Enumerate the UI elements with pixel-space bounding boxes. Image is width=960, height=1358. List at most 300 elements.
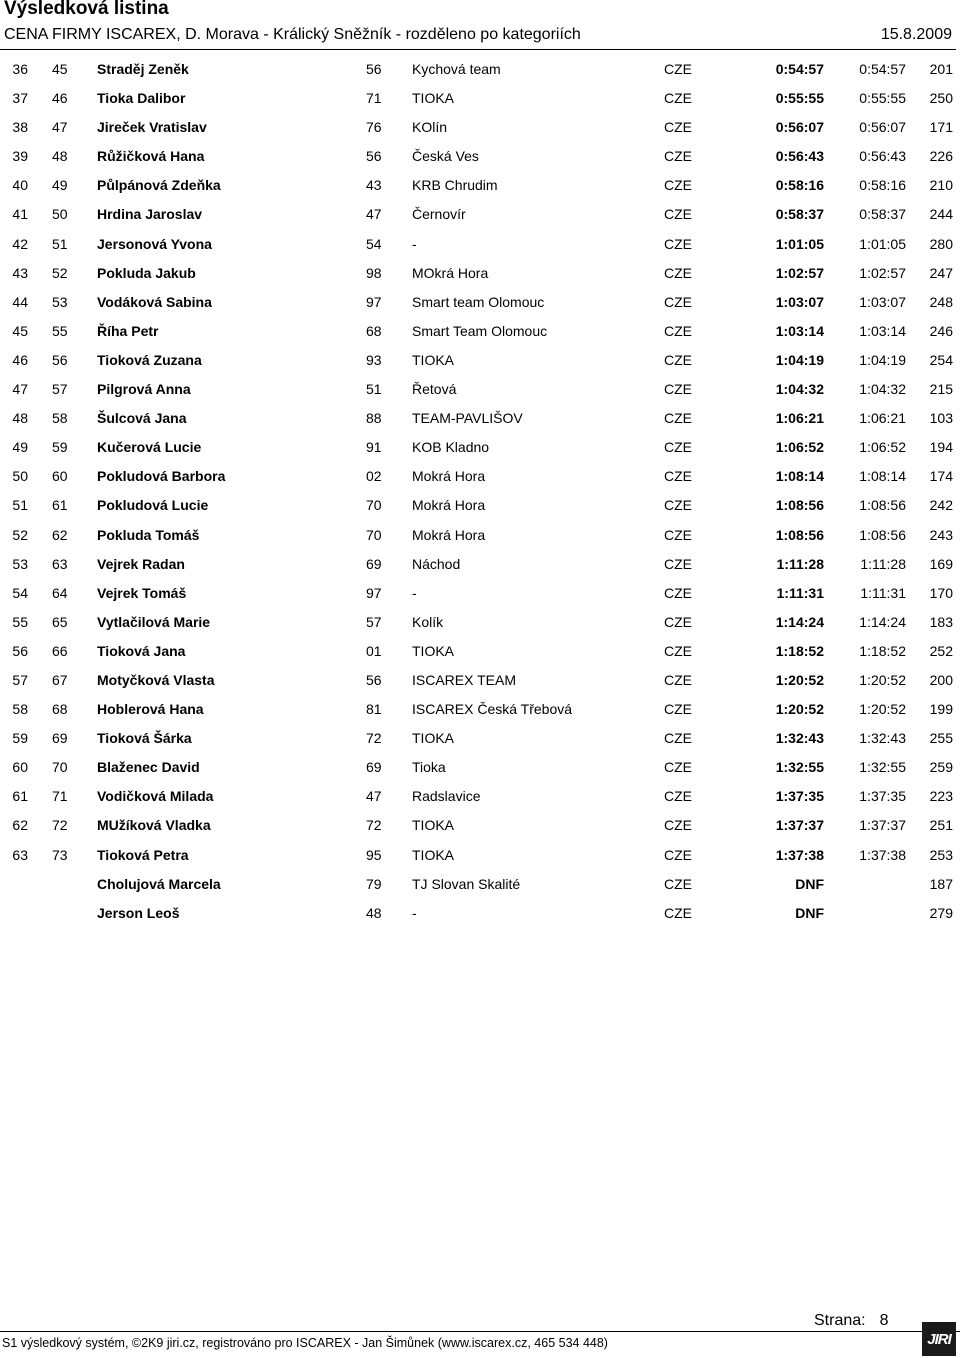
registration-id-cell: 200 [929,671,953,688]
split-time-cell: 1:02:57 [859,264,906,281]
start-number-cell: 67 [52,671,68,688]
nationality-cell: CZE [664,293,692,310]
competitor-name-cell: MUžíková Vladka [97,817,211,834]
competitor-name-cell: Tioka Dalibor [97,90,186,107]
start-number-cell: 59 [52,439,68,456]
rank-cell: 51 [12,497,28,514]
table-row [0,289,960,318]
split-time-cell: 0:55:55 [859,90,906,107]
club-cell: TIOKA [412,351,455,368]
start-number-cell: 51 [52,235,68,252]
registration-id-cell: 194 [929,439,953,456]
birth-year-cell: 51 [366,381,382,398]
table-row [0,434,960,463]
competitor-name-cell: Pokludová Lucie [97,497,209,514]
club-cell: KOlín [412,119,448,136]
split-time-cell: 1:06:52 [859,439,906,456]
nationality-cell: CZE [664,497,692,514]
nationality-cell: CZE [664,235,692,252]
birth-year-cell: 01 [366,642,382,659]
table-row [0,754,960,783]
birth-year-cell: 97 [366,293,382,310]
competitor-name-cell: Hoblerová Hana [97,701,204,718]
result-time-cell: 1:37:38 [775,846,824,863]
split-time-cell: 0:54:57 [859,61,906,77]
table-row [0,783,960,812]
result-time-cell: 0:56:43 [775,148,824,165]
registration-id-cell: 246 [929,322,953,339]
rank-cell: 44 [12,293,28,310]
start-number-cell: 49 [52,177,68,194]
rank-cell: 63 [12,846,28,863]
start-number-cell: 73 [52,846,68,863]
registration-id-cell: 201 [929,61,953,77]
table-row [0,85,960,114]
result-time-cell: 1:08:14 [775,468,824,485]
registration-id-cell: 183 [929,613,953,630]
start-number-cell: 55 [52,322,68,339]
nationality-cell: CZE [664,468,692,485]
split-time-cell: 1:11:28 [860,555,906,572]
birth-year-cell: 88 [366,410,382,427]
competitor-name-cell: Vodáková Sabina [97,293,212,310]
competitor-name-cell: Vejrek Tomáš [97,584,187,601]
start-number-cell: 64 [52,584,68,601]
club-cell: ISCAREX TEAM [412,671,516,688]
registration-id-cell: 215 [929,381,953,398]
club-cell: Smart team Olomouc [412,293,545,310]
birth-year-cell: 71 [366,90,382,107]
birth-year-cell: 54 [366,235,382,252]
birth-year-cell: 70 [366,497,382,514]
competitor-name-cell: Tioková Petra [97,846,189,863]
competitor-name-cell: Půlpánová Zdeňka [97,177,221,194]
rank-cell: 54 [12,584,28,601]
competitor-name-cell: Motyčková Vlasta [97,671,215,688]
table-row [0,900,960,929]
table-row [0,667,960,696]
result-time-cell: 1:20:52 [775,701,824,718]
start-number-cell: 58 [52,410,68,427]
table-row [0,260,960,289]
competitor-name-cell: Jersonová Yvona [97,235,212,252]
nationality-cell: CZE [664,759,692,776]
club-cell: - [412,584,417,601]
table-row [0,609,960,638]
result-time-cell: 0:56:07 [775,119,824,136]
result-time-cell: 1:08:56 [775,526,824,543]
birth-year-cell: 47 [366,206,382,223]
nationality-cell: CZE [664,410,692,427]
table-row [0,201,960,230]
club-cell: Mokrá Hora [412,526,486,543]
table-row [0,405,960,434]
result-time-cell: 1:37:35 [775,788,824,805]
split-time-cell: 1:04:32 [859,381,906,398]
birth-year-cell: 02 [366,468,382,485]
rank-cell: 45 [12,322,28,339]
birth-year-cell: 95 [366,846,382,863]
competitor-name-cell: Vodičková Milada [97,788,214,805]
split-time-cell: 1:32:55 [859,759,906,776]
event-date: 15.8.2009 [880,26,952,43]
rank-cell: 48 [12,410,28,427]
start-number-cell: 62 [52,526,68,543]
nationality-cell: CZE [664,904,692,921]
jiri-logo: JIRI [922,1322,956,1356]
split-time-cell: 1:18:52 [859,642,906,659]
nationality-cell: CZE [664,148,692,165]
competitor-name-cell: Tioková Jana [97,642,186,659]
birth-year-cell: 48 [366,904,382,921]
footer-divider [0,1331,960,1332]
registration-id-cell: 248 [929,293,953,310]
registration-id-cell: 254 [929,351,953,368]
club-cell: TIOKA [412,642,455,659]
registration-id-cell: 243 [929,526,953,543]
split-time-cell: 1:37:37 [859,817,906,834]
competitor-name-cell: Vytlačilová Marie [97,613,211,630]
table-row [0,114,960,143]
nationality-cell: CZE [664,730,692,747]
result-time-cell: 1:06:52 [775,439,824,456]
club-cell: - [412,235,417,252]
birth-year-cell: 79 [366,875,382,892]
nationality-cell: CZE [664,439,692,456]
club-cell: Řetová [412,381,457,398]
nationality-cell: CZE [664,875,692,892]
result-time-cell: 1:11:31 [776,584,824,601]
nationality-cell: CZE [664,846,692,863]
competitor-name-cell: Pokludová Barbora [97,468,226,485]
competitor-name-cell: Tioková Šárka [97,730,192,747]
start-number-cell: 48 [52,148,68,165]
registration-id-cell: 250 [929,90,953,107]
competitor-name-cell: Pilgrová Anna [97,381,191,398]
nationality-cell: CZE [664,555,692,572]
birth-year-cell: 72 [366,730,382,747]
club-cell: TIOKA [412,730,455,747]
birth-year-cell: 47 [366,788,382,805]
nationality-cell: CZE [664,119,692,136]
birth-year-cell: 69 [366,555,382,572]
club-cell: TIOKA [412,846,455,863]
rank-cell: 57 [12,671,28,688]
table-row [0,522,960,551]
start-number-cell: 72 [52,817,68,834]
rank-cell: 49 [12,439,28,456]
club-cell: KOB Kladno [412,439,490,456]
rank-cell: 55 [12,613,28,630]
table-row [0,463,960,492]
table-row [0,638,960,667]
club-cell: Smart Team Olomouc [412,322,548,339]
result-time-cell: 0:54:57 [775,61,824,77]
rank-cell: 62 [12,817,28,834]
birth-year-cell: 97 [366,584,382,601]
club-cell: ISCAREX Česká Třebová [412,701,573,718]
table-row [0,812,960,841]
birth-year-cell: 56 [366,61,382,77]
start-number-cell: 65 [52,613,68,630]
nationality-cell: CZE [664,642,692,659]
rank-cell: 58 [12,701,28,718]
nationality-cell: CZE [664,701,692,718]
page-label: Strana: [814,1312,866,1329]
split-time-cell: 1:08:14 [859,468,906,485]
split-time-cell: 1:08:56 [859,526,906,543]
registration-id-cell: 280 [929,235,953,252]
result-time-cell: DNF [795,904,824,921]
birth-year-cell: 76 [366,119,382,136]
table-row [0,318,960,347]
registration-id-cell: 259 [929,759,953,776]
competitor-name-cell: Šulcová Jana [97,410,187,427]
nationality-cell: CZE [664,526,692,543]
table-row [0,580,960,609]
registration-id-cell: 251 [929,817,953,834]
registration-id-cell: 170 [929,584,953,601]
result-time-cell: 1:06:21 [775,410,824,427]
registration-id-cell: 226 [929,148,953,165]
competitor-name-cell: Pokluda Tomáš [97,526,200,543]
rank-cell: 41 [12,206,28,223]
registration-id-cell: 103 [929,410,953,427]
registration-id-cell: 187 [929,875,953,892]
birth-year-cell: 43 [366,177,382,194]
split-time-cell: 1:08:56 [859,497,906,514]
result-time-cell: DNF [795,875,824,892]
start-number-cell: 68 [52,701,68,718]
birth-year-cell: 91 [366,439,382,456]
club-cell: Tioka [412,759,446,776]
nationality-cell: CZE [664,61,692,77]
nationality-cell: CZE [664,322,692,339]
table-row [0,376,960,405]
result-time-cell: 1:04:19 [775,351,824,368]
table-row [0,231,960,260]
nationality-cell: CZE [664,671,692,688]
club-cell: TIOKA [412,817,455,834]
competitor-name-cell: Vejrek Radan [97,555,185,572]
nationality-cell: CZE [664,381,692,398]
nationality-cell: CZE [664,613,692,630]
subtitle-row [4,26,952,48]
nationality-cell: CZE [664,177,692,194]
birth-year-cell: 56 [366,671,382,688]
club-cell: Černovír [412,206,466,223]
club-cell: Kolík [412,613,444,630]
table-row [0,492,960,521]
result-time-cell: 1:03:07 [775,293,824,310]
rank-cell: 46 [12,351,28,368]
registration-id-cell: 247 [929,264,953,281]
competitor-name-cell: Jerson Leoš [97,904,180,921]
start-number-cell: 63 [52,555,68,572]
competitor-name-cell: Hrdina Jaroslav [97,206,203,223]
competitor-name-cell: Jireček Vratislav [97,119,207,136]
page-title: Výsledková listina [4,0,169,19]
rank-cell: 56 [12,642,28,659]
start-number-cell: 66 [52,642,68,659]
club-cell: TJ Slovan Skalité [412,875,521,892]
result-time-cell: 1:02:57 [775,264,824,281]
result-time-cell: 1:04:32 [775,381,824,398]
birth-year-cell: 72 [366,817,382,834]
start-number-cell: 56 [52,351,68,368]
rank-cell: 39 [12,148,28,165]
start-number-cell: 61 [52,497,68,514]
table-row [0,551,960,580]
birth-year-cell: 57 [366,613,382,630]
competitor-name-cell: Říha Petr [97,322,159,339]
club-cell: Mokrá Hora [412,497,486,514]
registration-id-cell: 199 [929,701,953,718]
split-time-cell: 1:11:31 [860,584,906,601]
start-number-cell: 46 [52,90,68,107]
club-cell: KRB Chrudim [412,177,498,194]
result-time-cell: 1:01:05 [775,235,824,252]
result-time-cell: 0:55:55 [775,90,824,107]
start-number-cell: 45 [52,61,68,77]
table-row [0,842,960,871]
result-time-cell: 1:08:56 [775,497,824,514]
birth-year-cell: 56 [366,148,382,165]
split-time-cell: 1:37:38 [859,846,906,863]
club-cell: Náchod [412,555,461,572]
club-cell: - [412,904,417,921]
birth-year-cell: 69 [366,759,382,776]
result-time-cell: 1:18:52 [775,642,824,659]
split-time-cell: 1:06:21 [859,410,906,427]
registration-id-cell: 253 [929,846,953,863]
split-time-cell: 1:20:52 [859,671,906,688]
split-time-cell: 1:01:05 [859,235,906,252]
competitor-name-cell: Tioková Zuzana [97,351,202,368]
header-divider [0,49,956,50]
rank-cell: 36 [12,61,28,77]
result-time-cell: 1:11:28 [776,555,824,572]
nationality-cell: CZE [664,264,692,281]
competitor-name-cell: Straděj Zeněk [97,61,189,77]
start-number-cell: 47 [52,119,68,136]
registration-id-cell: 255 [929,730,953,747]
result-time-cell: 1:32:55 [775,759,824,776]
rank-cell: 47 [12,381,28,398]
birth-year-cell: 98 [366,264,382,281]
nationality-cell: CZE [664,206,692,223]
rank-cell: 38 [12,119,28,136]
split-time-cell: 0:56:43 [859,148,906,165]
page-number: 8 [879,1312,889,1329]
split-time-cell: 1:37:35 [859,788,906,805]
start-number-cell: 69 [52,730,68,747]
split-time-cell: 0:56:07 [859,119,906,136]
rank-cell: 59 [12,730,28,747]
rank-cell: 50 [12,468,28,485]
table-row [0,871,960,900]
competitor-name-cell: Cholujová Marcela [97,875,221,892]
split-time-cell: 1:03:14 [859,322,906,339]
rank-cell: 43 [12,264,28,281]
club-cell: TEAM-PAVLIŠOV [412,410,523,427]
footer-text: S1 výsledkový systém, ©2K9 jiri.cz, registrováno pro ISCAREX - Jan Šimůnek (www.iscarex.cz, 465 534 448) [2,1336,608,1350]
start-number-cell: 70 [52,759,68,776]
club-cell: TIOKA [412,90,455,107]
club-cell: MOkrá Hora [412,264,489,281]
result-time-cell: 1:37:37 [775,817,824,834]
rank-cell: 60 [12,759,28,776]
result-time-cell: 1:03:14 [775,322,824,339]
competitor-name-cell: Blaženec David [97,759,200,776]
result-time-cell: 0:58:16 [775,177,824,194]
split-time-cell: 1:03:07 [859,293,906,310]
split-time-cell: 1:20:52 [859,701,906,718]
split-time-cell: 1:32:43 [859,730,906,747]
result-time-cell: 1:14:24 [775,613,824,630]
start-number-cell: 71 [52,788,68,805]
table-row [0,56,960,85]
registration-id-cell: 242 [929,497,953,514]
club-cell: Česká Ves [412,148,479,165]
club-cell: Mokrá Hora [412,468,486,485]
start-number-cell: 60 [52,468,68,485]
start-number-cell: 50 [52,206,68,223]
table-row [0,725,960,754]
competitor-name-cell: Kučerová Lucie [97,439,202,456]
result-time-cell: 1:20:52 [775,671,824,688]
table-row [0,143,960,172]
table-row [0,696,960,725]
split-time-cell: 0:58:37 [859,206,906,223]
start-number-cell: 53 [52,293,68,310]
birth-year-cell: 81 [366,701,382,718]
registration-id-cell: 171 [929,119,953,136]
rank-cell: 61 [12,788,28,805]
competitor-name-cell: Pokluda Jakub [97,264,196,281]
rank-cell: 53 [12,555,28,572]
birth-year-cell: 93 [366,351,382,368]
birth-year-cell: 70 [366,526,382,543]
result-time-cell: 1:32:43 [775,730,824,747]
registration-id-cell: 252 [929,642,953,659]
rank-cell: 40 [12,177,28,194]
registration-id-cell: 223 [929,788,953,805]
split-time-cell: 1:04:19 [859,351,906,368]
birth-year-cell: 68 [366,322,382,339]
result-time-cell: 0:58:37 [775,206,824,223]
competitor-name-cell: Růžičková Hana [97,148,205,165]
nationality-cell: CZE [664,90,692,107]
event-subtitle: CENA FIRMY ISCAREX, D. Morava - Králický Sněžník - rozděleno po kategoriích [4,26,581,43]
club-cell: Kychová team [412,61,501,77]
split-time-cell: 1:14:24 [859,613,906,630]
nationality-cell: CZE [664,817,692,834]
nationality-cell: CZE [664,788,692,805]
start-number-cell: 57 [52,381,68,398]
table-row [0,172,960,201]
nationality-cell: CZE [664,351,692,368]
registration-id-cell: 244 [929,206,953,223]
registration-id-cell: 210 [929,177,953,194]
results-table [0,56,960,929]
rank-cell: 52 [12,526,28,543]
table-row [0,347,960,376]
rank-cell: 42 [12,235,28,252]
registration-id-cell: 174 [929,468,953,485]
split-time-cell: 0:58:16 [859,177,906,194]
rank-cell: 37 [12,90,28,107]
